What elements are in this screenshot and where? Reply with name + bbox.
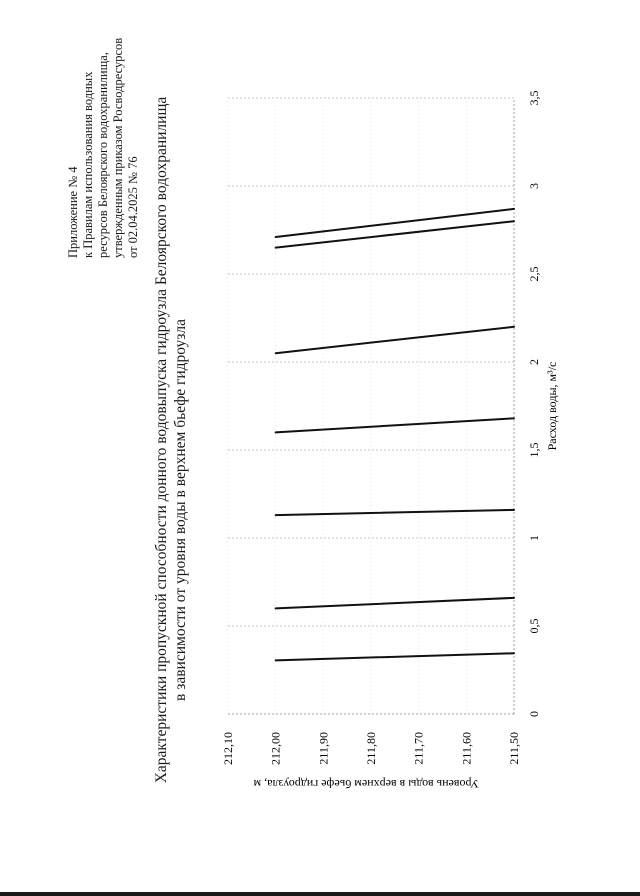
x-axis-title: Расход воды, м³/с — [545, 361, 559, 451]
x-tick-label: 2,5 — [527, 266, 541, 282]
y-tick-label: 211,50 — [507, 732, 521, 765]
appendix-line: ресурсов Белоярского водохранилища, — [96, 52, 110, 258]
chart-title-line: Характеристики пропускной способности донного водовыпуска гидроузла Белоярского водохранилища — [153, 96, 170, 784]
y-tick-label: 212,00 — [268, 732, 283, 765]
x-tick-label: 1,5 — [527, 442, 541, 458]
scan-edge — [0, 892, 640, 896]
line-series-4 — [276, 418, 514, 432]
x-tick-label: 3 — [527, 183, 541, 189]
appendix-line: от 02.04.2025 № 76 — [126, 156, 140, 258]
series-layer — [276, 209, 514, 660]
line-series-5 — [276, 327, 514, 353]
y-tick-label: 211,90 — [316, 732, 331, 765]
line-series-3 — [276, 510, 514, 515]
line-series-7 — [276, 209, 514, 237]
y-tick-label: 212,10 — [221, 732, 235, 765]
y-tick-labels — [221, 732, 521, 765]
x-tick-label: 3,5 — [527, 90, 541, 106]
x-tick-label: 1 — [527, 535, 541, 541]
x-tick-labels — [527, 91, 541, 718]
y-tick-label: 211,60 — [459, 732, 474, 765]
appendix-line: Приложение № 4 — [66, 166, 80, 258]
grid-layer — [228, 98, 514, 714]
y-tick-label: 211,80 — [364, 732, 378, 765]
appendix-line: к Правилам использования водных — [81, 71, 95, 258]
line-series-1 — [276, 653, 514, 660]
y-tick-label: 211,70 — [411, 732, 426, 765]
x-tick-label: 0 — [527, 711, 541, 717]
chart-title-line: в зависимости от уровня воды в верхнем бьефе гидроузла — [172, 319, 189, 701]
line-series-2 — [276, 598, 514, 609]
x-tick-label: 2 — [527, 359, 541, 365]
x-tick-label: 0,5 — [527, 618, 541, 634]
y-axis-title: Уровень воды в верхнем бьефе гидроузла, м — [253, 777, 479, 791]
appendix-line: утвержденным приказом Росводресурсов — [111, 37, 125, 258]
line-series-6 — [276, 221, 514, 247]
